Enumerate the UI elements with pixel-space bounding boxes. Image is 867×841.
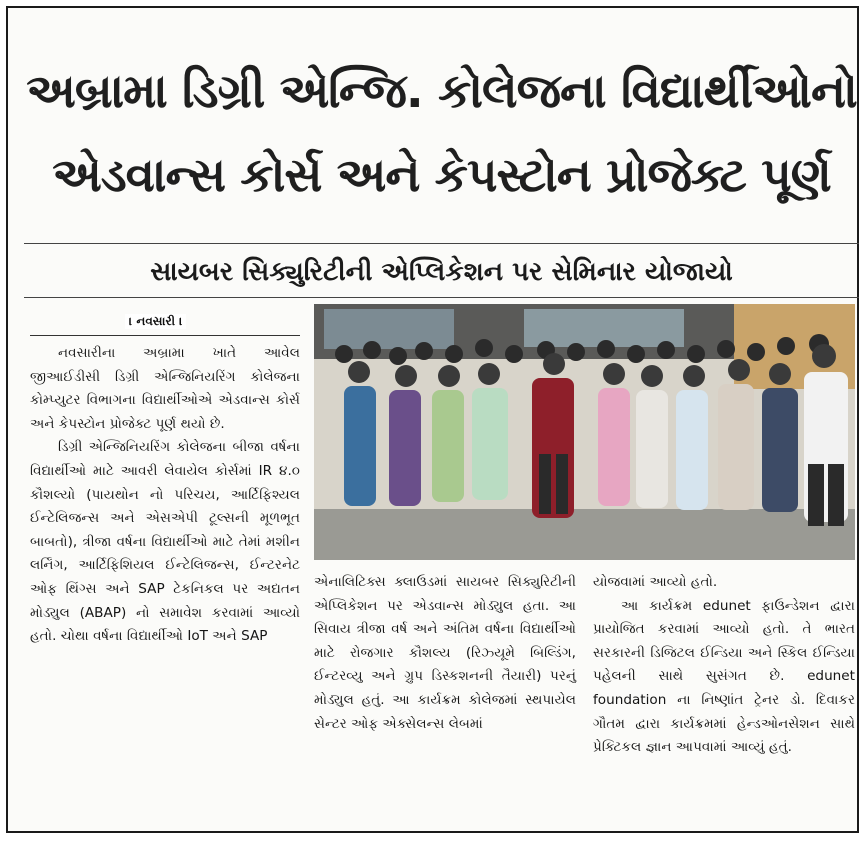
headline-line-1: અબ્રામા ડિગ્રી એન્જિ. કોલેજના વિદ્યાર્થીઓનો	[26, 64, 857, 119]
headline-divider-bottom	[24, 297, 859, 298]
newspaper-clipping	[6, 6, 859, 833]
group-photo	[314, 304, 855, 560]
subheadline: સાયબર સિક્યુરિટીની એપ્લિકેશન પર સેમિનાર યોજાયો	[150, 257, 733, 287]
dateline	[30, 313, 300, 335]
article-paragraph: નવસારીના અબ્રામા ખાતે આવેલ જીઆઈડીસી ડિગ્રી એન્જિનિયરિંગ કોલેજના કોમ્પ્યુટર વિભાગના વિદ્યાર્થીઓએ એડવાન્સ કોર્સ અને કેપસ્ટોન પ્રોજેક્ટ પૂર્ણ થયો છે.	[30, 345, 300, 432]
article-column-2	[314, 571, 576, 736]
article-column-1	[30, 342, 300, 649]
headline-line-2: એડવાન્સ કોર્સ અને કેપસ્ટોન પ્રોજેક્ટ પૂર્ણ	[52, 148, 831, 203]
group-photo-illustration	[314, 304, 855, 560]
article-paragraph: આ કાર્યક્રમ edunet ફાઉન્ડેશન દ્વારા પ્રાયોજિત કરવામાં આવ્યો હતો. તે ભારત સરકારની ડિજિટલ ઈન્ડિયા અને સ્કિલ ઈન્ડિયા પહેલની સાથે સુસંગત છે. edunet foundation ના નિષ્ણાંત ટ્રેનર ડો. દિવાકર ગૌતમ દ્વારા કાર્યક્રમમાં હેન્ડઓનસેશન સાથે પ્રેક્ટિકલ જ્ઞાન આપવામાં આવ્યું હતું.	[593, 597, 855, 756]
article-column-3	[593, 571, 855, 760]
article-paragraph: યોજવામાં આવ્યો હતો.	[593, 574, 718, 590]
dateline-rule	[30, 335, 300, 336]
headline-divider-top	[24, 243, 859, 244]
article-paragraph: એનાલિટિક્સ ક્લાઉડમાં સાયબર સિક્યુરિટીની એપ્લિકેશન પર એડવાન્સ મોડ્યુલ હતા. આ સિવાય ત્રીજા વર્ષ અને અંતિમ વર્ષના વિદ્યાર્થીઓ માટે રોજગાર કૌશલ્ય (રિઝ્યૂમે બિલ્ડિંગ, ઈન્ટરવ્યુ અને ગ્રુપ ડિસ્કશનની તૈયારી) પરનું મોડ્યુલ હતું. આ કાર્યક્રમ કોલેજમાં સ્થપાયેલ સેન્ટર ઓફ એક્સેલન્સ લેબમાં	[314, 574, 576, 732]
article-paragraph: ડિગ્રી એન્જિનિયરિંગ કોલેજના બીજા વર્ષના વિદ્યાર્થીઓ માટે આવરી લેવાયેલ કોર્સમાં IR ૪.૦ કૌશલ્યો (પાયથોન નો પરિચય, આર્ટિફિશ્યલ ઈન્ટેલિજન્સ અને એસએપી ટૂલ્સની મૂળભૂત બાબતો), ત્રીજા વર્ષના વિદ્યાર્થીઓ માટે તેમાં મશીન લર્નિંગ, આર્ટિફિશિયલ ઈન્ટેલિજન્સ, ઈન્ટરનેટ ઓફ થિંગ્સ અને SAP ટેકનિકલ પર અદ્યતન મોડ્યુલ (ABAP) નો સમાવેશ કરવામાં આવ્યો હતો. ચોથા વર્ષના વિદ્યાર્થીઓ IoT અને SAP	[30, 439, 300, 645]
dateline-label: । નવસારી ।	[125, 314, 186, 329]
